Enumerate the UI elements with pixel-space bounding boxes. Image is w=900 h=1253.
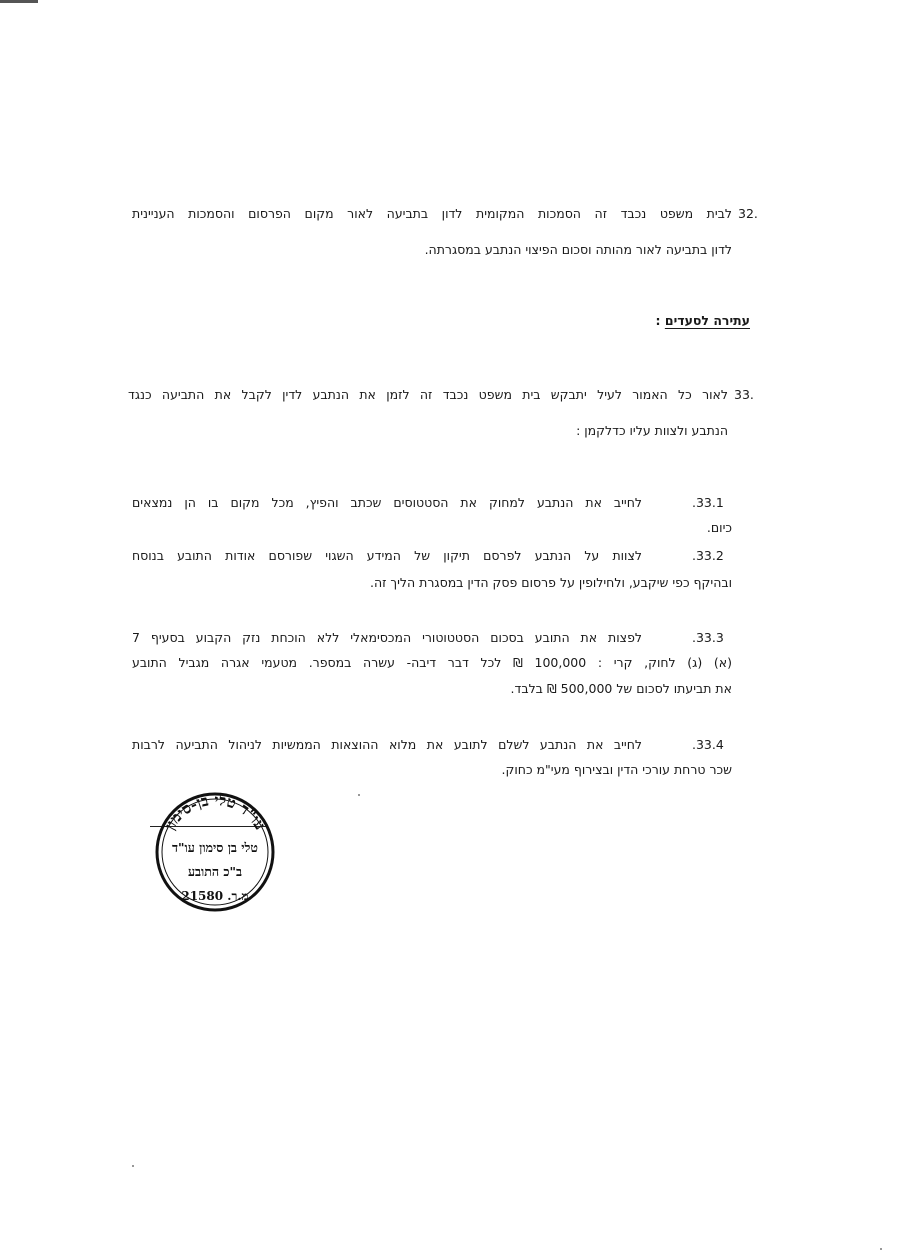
paragraph-33-4-line-2: שכר טרחת עורכי הדין ובצירוף מעי"מ כחוק. <box>501 762 732 777</box>
paragraph-33-2-line-2: ובהיקף כפי שיקבע, ולחילופין על פרסום פסק הדין במסגרת הליך זה. <box>369 575 732 590</box>
section-heading <box>656 313 751 328</box>
paragraph-33-line-1: לאור כל האמור לעיל יתבקש בית משפט נכבד זה לזמן את הנתבע לדין לקבל את התביעה כנגד <box>128 387 728 402</box>
paragraph-33-line-2: הנתבע ולצוות עליו כדלקמן : <box>576 423 728 438</box>
scan-speck <box>880 1248 882 1250</box>
svg-text:עו"ד טלי בן-סימון <box>161 791 270 833</box>
paragraph-33-1-line-2: כיום. <box>706 520 732 535</box>
paragraph-33-4-line-1: לחייב את הנתבע לשלם לתובע את מלוא ההוצאות הממשיות לניהול התביעה לרבות <box>132 737 642 752</box>
paragraph-33-3-line-3: את תביעתו לסכום של 500,000 ₪ בלבד. <box>510 681 732 696</box>
paragraph-33-2-number: .33.2 <box>692 548 724 563</box>
paragraph-33-4-number: .33.4 <box>692 737 724 752</box>
scan-corner-mark <box>0 0 38 3</box>
paragraph-33-3-line-2: (א) (ג) לחוק, קרי : 100,000 ₪ לכל דבר דיבה- עשרה במספר. מטעמי אגרה מגביל התובע <box>132 655 732 670</box>
scan-speck <box>358 794 360 796</box>
stamp-license: מ.ר. 21580 <box>181 889 249 903</box>
stamp-outer-text: עו"ד טלי בן-סימון <box>160 790 270 834</box>
paragraph-32-line-2: לדון בתביעה לאור מהותה וסכום הפיצוי הנתבע במסגרתה. <box>424 242 732 257</box>
stamp-line-2: ב"כ התובע <box>187 864 243 879</box>
section-heading-colon: : <box>655 313 661 328</box>
paragraph-33-3-number: .33.3 <box>692 630 724 645</box>
stamp-line-1: טלי בן סימון עו"ד <box>172 840 258 855</box>
paragraph-33-2-line-1: לצוות על הנתבע לפרסם תיקון של המידע השגוי שפורסם אודות התובע בנוסח <box>132 548 642 563</box>
section-heading-title: עתירה לסעדים <box>664 313 750 328</box>
paragraph-32-number: 32. <box>738 206 758 221</box>
scan-speck <box>132 1165 134 1167</box>
paragraph-33-1-line-1: לחייב את הנתבע למחוק את הסטטוסים שכתב והפיץ, מכל מקום בו הן נמצאים <box>132 495 642 510</box>
paragraph-33-number: 33. <box>734 387 754 402</box>
paragraph-33-1-number: .33.1 <box>692 495 724 510</box>
paragraph-33-3-line-1: לפצות את התובע בסכום הסטטוטורי המכסימאלי ללא הוכחת נזק הקבוע בסעיף 7 <box>132 630 642 645</box>
lawyer-stamp <box>150 790 280 915</box>
paragraph-32-line-1: לבית משפט נכבד זה הסמכות המקומית לדון בתביעה לאור מקום הפרסום והסמכות העניינית <box>132 206 732 221</box>
